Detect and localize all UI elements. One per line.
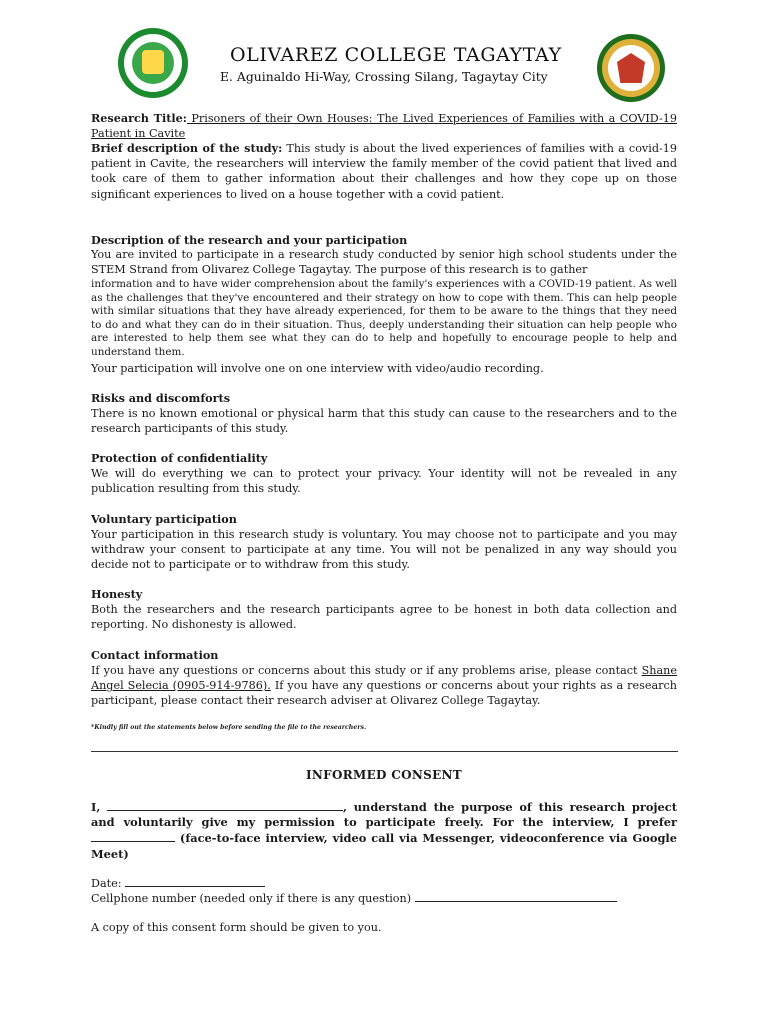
contact-text-b: If you have any questions or concerns about your rights as a research participant, please contact their research adviser at Olivarez College Tagaytay. — [91, 679, 678, 708]
section-divider — [91, 751, 678, 752]
copy-note: A copy of this consent form should be given to you. — [91, 921, 382, 934]
interview-preference-blank-field[interactable] — [91, 830, 175, 842]
research-title-value: Prisoners of their Own Houses: The Lived Experiences of Families with a COVID-19 Patient in Cavite — [91, 112, 678, 141]
date-label: Date: — [91, 877, 126, 890]
research-title-label: Research Title: — [91, 111, 187, 125]
risks-heading: Risks and discomforts — [91, 391, 231, 405]
contact-text — [91, 663, 677, 709]
contact-text-a: If you have any questions or concerns about this study or if any problems arise, please contact — [91, 664, 642, 677]
participation-details: information and to have wider comprehension about the family's experiences with a COVID-19 patient. As well as the challenges that they've encountered and their strategy on how to cope with them. This can help people with similar situations that they have already experienced, for them to be aware to the things that they need to do and what they can do in their situation. Thus, deeply understanding their situation can help people who are interested to help them see what they can do to help and hopefully to encourage people to help and understand them. — [91, 278, 677, 358]
brief-description-label: Brief description of the study: — [91, 141, 283, 155]
participation-heading: Description of the research and your participation — [91, 233, 408, 247]
consent-statement — [91, 799, 677, 862]
informed-consent-title: INFORMED CONSENT — [305, 768, 463, 782]
confidentiality-text: We will do everything we can to protect your privacy. Your identity will not be revealed in any publication resulting from this study. — [91, 467, 677, 496]
consent-part3: (face-to-face interview, video call via Messenger, videoconference via Google Meet) — [91, 831, 677, 861]
brief-description — [91, 141, 677, 202]
college-name: OLIVAREZ COLLEGE TAGAYTAY — [230, 44, 562, 66]
brief-description-text: This study is about the lived experiences of families with a covid-19 patient in Cavite, the researchers will interview the family member of the covid patient that lived and took care of them to gather information about their challenges and how they cope up on those significant experiences to lived on a house together with a covid patient. — [91, 142, 678, 201]
phone-line — [91, 890, 677, 906]
research-title — [91, 111, 677, 141]
name-blank-field[interactable] — [107, 799, 343, 811]
date-line — [91, 875, 677, 891]
phone-label: Cellphone number (needed only if there is any question) — [91, 892, 415, 905]
contact-person-link[interactable]: Shane Angel Selecia (0905-914-9786). — [91, 664, 677, 693]
college-address: E. Aguinaldo Hi-Way, Crossing Silang, Tagaytay City — [220, 69, 548, 84]
consent-part1: I, — [91, 800, 108, 814]
honesty-heading: Honesty — [91, 587, 143, 601]
date-blank-field[interactable] — [125, 875, 265, 887]
senior-high-school-seal-logo — [597, 34, 665, 102]
contact-heading: Contact information — [91, 648, 219, 662]
confidentiality-heading: Protection of confidentiality — [91, 451, 268, 465]
participation-tail: Your participation will involve one on one interview with video/audio recording. — [91, 362, 544, 375]
participation-lead: You are invited to participate in a research study conducted by senior high school students under the STEM Strand from Olivarez College Tagaytay. The purpose of this research is to gather — [91, 248, 677, 277]
college-seal-logo — [118, 28, 188, 98]
consent-part2: , understand the purpose of this research project and voluntarily give my permission to participate freely. For the interview, I prefer — [91, 800, 677, 830]
risks-text: There is no known emotional or physical harm that this study can cause to the researchers and to the research participants of this study. — [91, 407, 677, 436]
voluntary-text: Your participation in this research study is voluntary. You may choose not to participate and you may withdraw your consent to participate at any time. You will not be penalized in any way should you decide not to participate or to withdraw from this study. — [91, 528, 677, 572]
phone-blank-field[interactable] — [415, 890, 617, 902]
fill-out-note: *Kindly fill out the statements below before sending the file to the researchers. — [91, 724, 367, 731]
honesty-text: Both the researchers and the research participants agree to be honest in both data collection and reporting. No dishonesty is allowed. — [91, 603, 677, 632]
voluntary-heading: Voluntary participation — [91, 512, 237, 526]
